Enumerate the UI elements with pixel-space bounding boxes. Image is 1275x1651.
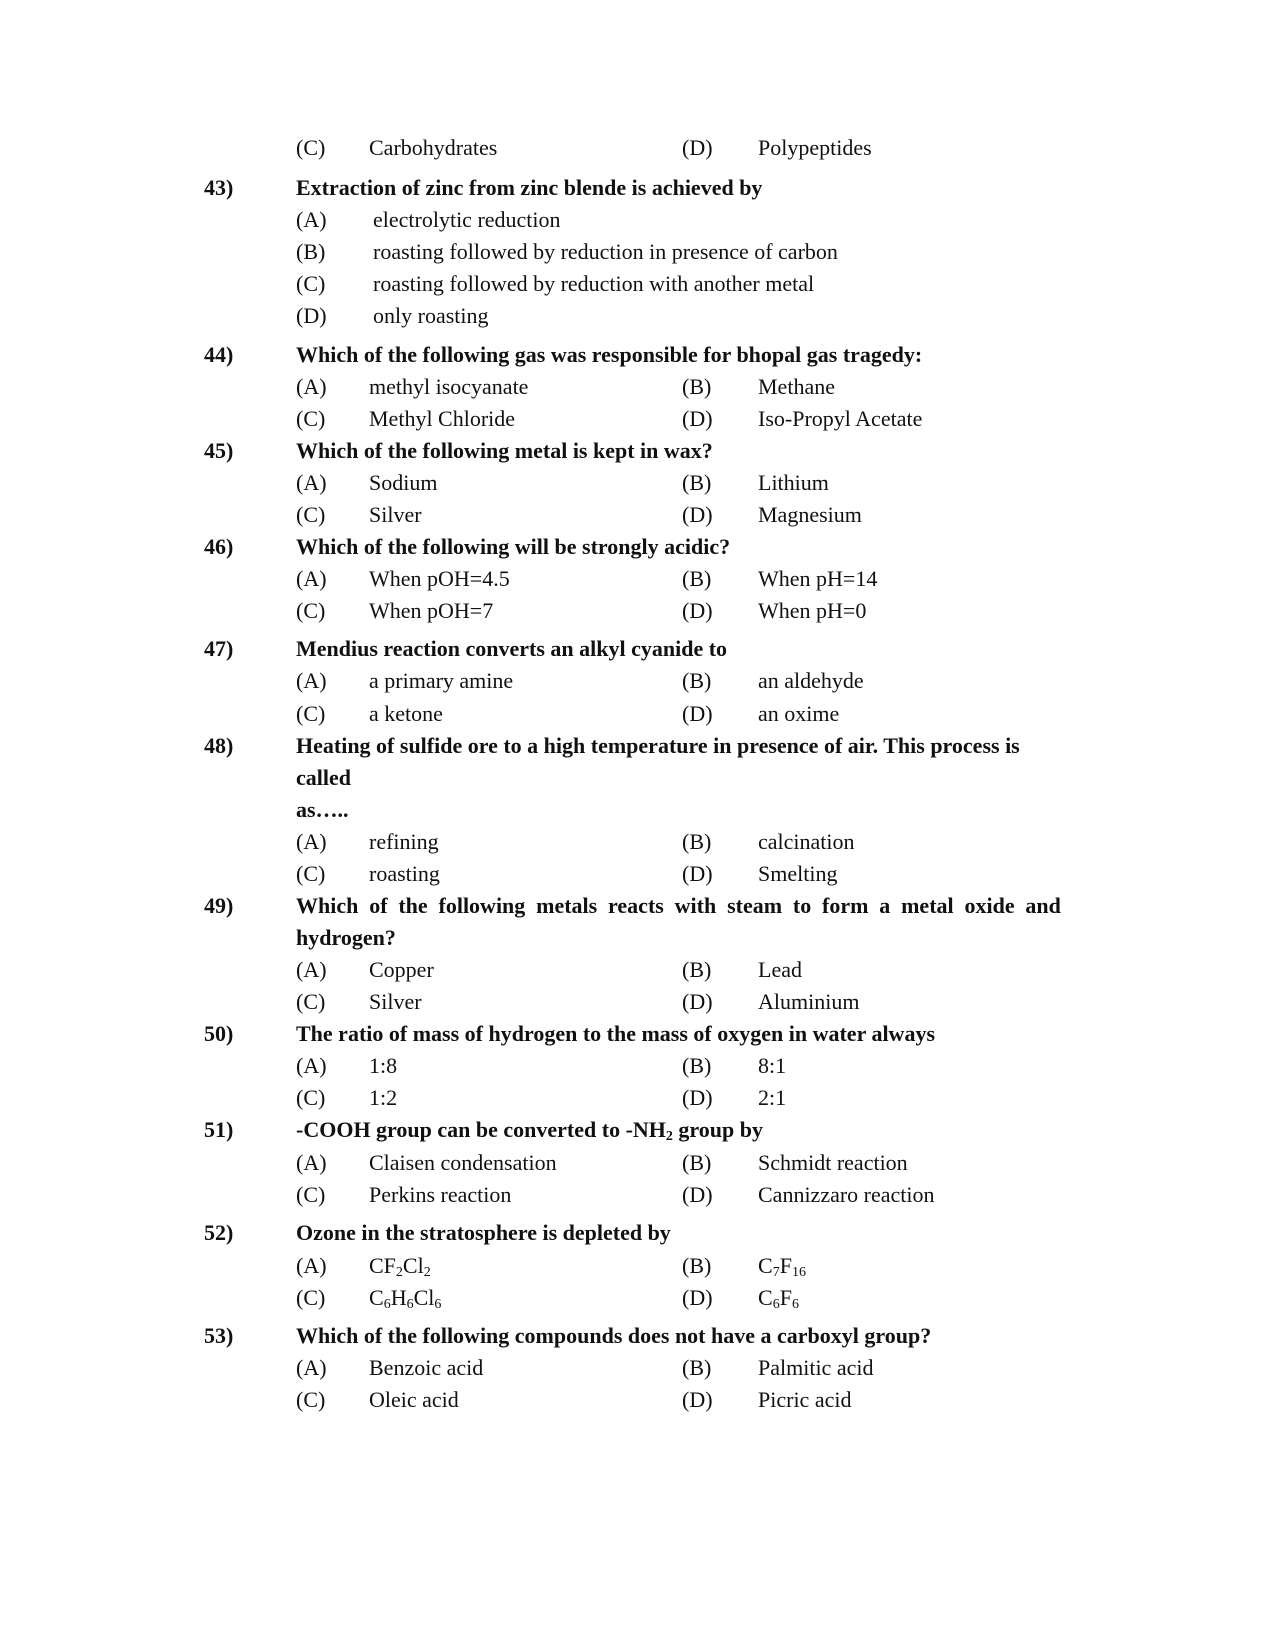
option-text: Copper <box>369 957 434 982</box>
option-text: Carbohydrates <box>369 135 498 160</box>
option-text: Lead <box>758 957 802 982</box>
option-text: Aluminium <box>758 989 860 1014</box>
question-number: 45) <box>204 438 234 463</box>
option-text: Picric acid <box>758 1387 852 1412</box>
stem-word: and <box>1025 893 1061 918</box>
option-label: (A) <box>296 1150 327 1175</box>
option-text: 8:1 <box>758 1053 787 1078</box>
option-label: (D) <box>682 598 713 623</box>
option-label: (A) <box>296 668 327 693</box>
subscript: 2 <box>423 1265 431 1280</box>
option-text: When pH=0 <box>758 598 867 623</box>
formula-element: H <box>390 1285 407 1310</box>
subscript: 7 <box>772 1265 780 1280</box>
option-label: (D) <box>682 406 713 431</box>
question-stem-line-2: called <box>296 765 351 790</box>
stem-word: the <box>398 893 428 918</box>
question-stem-line-3: as….. <box>296 797 349 822</box>
option-label: (B) <box>682 1150 712 1175</box>
option-text: Oleic acid <box>369 1387 459 1412</box>
question-stem: Ozone in the stratosphere is depleted by <box>296 1220 671 1245</box>
option-text: When pH=14 <box>758 566 878 591</box>
option-label: (A) <box>296 470 327 495</box>
subscript: 16 <box>791 1265 806 1280</box>
question-number: 51) <box>204 1117 234 1142</box>
option-label: (D) <box>682 989 713 1014</box>
question-stem-line-1 <box>296 893 1061 919</box>
stem-word: form <box>822 893 869 918</box>
option-label: (A) <box>296 207 327 232</box>
option-label: (D) <box>682 1182 713 1207</box>
question-number: 53) <box>204 1323 234 1348</box>
option-label: (C) <box>296 1285 326 1310</box>
option-text: roasting followed by reduction with another metal <box>373 271 815 296</box>
stem-text: -COOH group can be converted to -NH <box>296 1117 666 1142</box>
option-text: Magnesium <box>758 502 862 527</box>
stem-word: Which <box>296 893 359 918</box>
question-stem <box>296 1117 763 1143</box>
option-text: Perkins reaction <box>369 1182 512 1207</box>
question-number: 46) <box>204 534 234 559</box>
question-stem-line-1: Heating of sulfide ore to a high temperature in presence of air. This process is <box>296 733 1020 758</box>
option-label: (C) <box>296 598 326 623</box>
formula-element: F <box>779 1285 792 1310</box>
option-text: Silver <box>369 989 422 1014</box>
subscript: 6 <box>772 1297 780 1312</box>
option-text: refining <box>369 829 439 854</box>
stem-word: of <box>369 893 388 918</box>
option-text: a ketone <box>369 701 443 726</box>
stem-word: a <box>879 893 891 918</box>
option-label: (D) <box>682 1387 713 1412</box>
option-text: roasting <box>369 861 440 886</box>
option-label: (C) <box>296 1182 326 1207</box>
option-text: electrolytic reduction <box>373 207 561 232</box>
option-text: Cannizzaro reaction <box>758 1182 935 1207</box>
option-text: Iso-Propyl Acetate <box>758 406 923 431</box>
question-number: 47) <box>204 636 234 661</box>
option-text: Benzoic acid <box>369 1355 484 1380</box>
option-text: Claisen condensation <box>369 1150 557 1175</box>
question-stem: Which of the following will be strongly acidic? <box>296 534 731 559</box>
option-text: 2:1 <box>758 1085 787 1110</box>
question-stem: Which of the following gas was responsible for bhopal gas tragedy: <box>296 342 923 367</box>
option-formula <box>758 1285 799 1311</box>
option-label: (C) <box>296 1085 326 1110</box>
option-label: (C) <box>296 502 326 527</box>
question-number: 49) <box>204 893 234 918</box>
stem-word: steam <box>727 893 783 918</box>
option-label: (D) <box>682 701 713 726</box>
question-stem-line-2: hydrogen? <box>296 925 396 950</box>
stem-text: group by <box>672 1117 763 1142</box>
question-number: 48) <box>204 733 234 758</box>
subscript: 6 <box>791 1297 799 1312</box>
formula-element: Cl <box>413 1285 435 1310</box>
option-text: Palmitic acid <box>758 1355 874 1380</box>
option-label: (D) <box>296 303 327 328</box>
formula-element: Cl <box>402 1253 424 1278</box>
option-label: (D) <box>682 1285 713 1310</box>
option-text: a primary amine <box>369 668 514 693</box>
option-label: (A) <box>296 1053 327 1078</box>
option-text: Methyl Chloride <box>369 406 516 431</box>
option-label: (D) <box>682 861 713 886</box>
option-label: (A) <box>296 1253 327 1278</box>
option-text: only roasting <box>373 303 489 328</box>
stem-word: oxide <box>964 893 1015 918</box>
option-label: (A) <box>296 374 327 399</box>
stem-word: metal <box>901 893 954 918</box>
option-formula <box>758 1253 806 1279</box>
question-number: 43) <box>204 175 234 200</box>
option-label: (A) <box>296 566 327 591</box>
option-label: (D) <box>682 1085 713 1110</box>
option-text: an aldehyde <box>758 668 864 693</box>
option-label: (B) <box>296 239 326 264</box>
formula-element: C <box>369 1285 384 1310</box>
option-label: (C) <box>296 406 326 431</box>
option-label: (C) <box>296 701 326 726</box>
subscript: 6 <box>434 1297 442 1312</box>
option-text: 1:8 <box>369 1053 398 1078</box>
option-label: (C) <box>296 861 326 886</box>
option-text: 1:2 <box>369 1085 398 1110</box>
option-label: (B) <box>682 1355 712 1380</box>
option-text: Polypeptides <box>758 135 872 160</box>
formula-element: CF <box>369 1253 396 1278</box>
option-label: (A) <box>296 829 327 854</box>
subscript: 6 <box>406 1297 414 1312</box>
option-text: Silver <box>369 502 422 527</box>
option-label: (B) <box>682 829 712 854</box>
option-label: (C) <box>296 1387 326 1412</box>
formula-element: C <box>758 1253 773 1278</box>
option-label: (B) <box>682 566 712 591</box>
stem-word: reacts <box>608 893 664 918</box>
option-label: (B) <box>682 1253 712 1278</box>
option-formula <box>369 1253 431 1279</box>
option-label: (C) <box>296 989 326 1014</box>
option-label: (C) <box>296 135 326 160</box>
question-stem: Which of the following compounds does not have a carboxyl group? <box>296 1323 932 1348</box>
question-number: 44) <box>204 342 234 367</box>
option-text: Sodium <box>369 470 438 495</box>
option-label: (D) <box>682 502 713 527</box>
option-label: (A) <box>296 957 327 982</box>
subscript: 2 <box>395 1265 403 1280</box>
option-text: When pOH=4.5 <box>369 566 510 591</box>
option-text: roasting followed by reduction in presence of carbon <box>373 239 838 264</box>
formula-element: C <box>758 1285 773 1310</box>
formula-element: F <box>779 1253 792 1278</box>
option-text: Schmidt reaction <box>758 1150 908 1175</box>
option-formula <box>369 1285 441 1311</box>
question-stem: The ratio of mass of hydrogen to the mass of oxygen in water always <box>296 1021 935 1046</box>
option-label: (B) <box>682 1053 712 1078</box>
option-label: (B) <box>682 957 712 982</box>
option-label: (D) <box>682 135 713 160</box>
question-stem: Extraction of zinc from zinc blende is achieved by <box>296 175 763 200</box>
option-text: When pOH=7 <box>369 598 494 623</box>
option-label: (B) <box>682 470 712 495</box>
option-text: methyl isocyanate <box>369 374 529 399</box>
option-label: (B) <box>682 374 712 399</box>
stem-word: to <box>792 893 812 918</box>
question-stem: Which of the following metal is kept in wax? <box>296 438 713 463</box>
option-text: Smelting <box>758 861 838 886</box>
option-text: calcination <box>758 829 855 854</box>
subscript: 6 <box>383 1297 391 1312</box>
stem-word: following <box>438 893 526 918</box>
question-number: 50) <box>204 1021 234 1046</box>
stem-word: with <box>674 893 717 918</box>
subscript: 2 <box>665 1129 673 1144</box>
option-label: (B) <box>682 668 712 693</box>
question-stem: Mendius reaction converts an alkyl cyanide to <box>296 636 728 661</box>
question-number: 52) <box>204 1220 234 1245</box>
stem-word: metals <box>536 893 598 918</box>
option-label: (A) <box>296 1355 327 1380</box>
option-text: Methane <box>758 374 835 399</box>
option-text: an oxime <box>758 701 840 726</box>
option-label: (C) <box>296 271 326 296</box>
option-text: Lithium <box>758 470 829 495</box>
